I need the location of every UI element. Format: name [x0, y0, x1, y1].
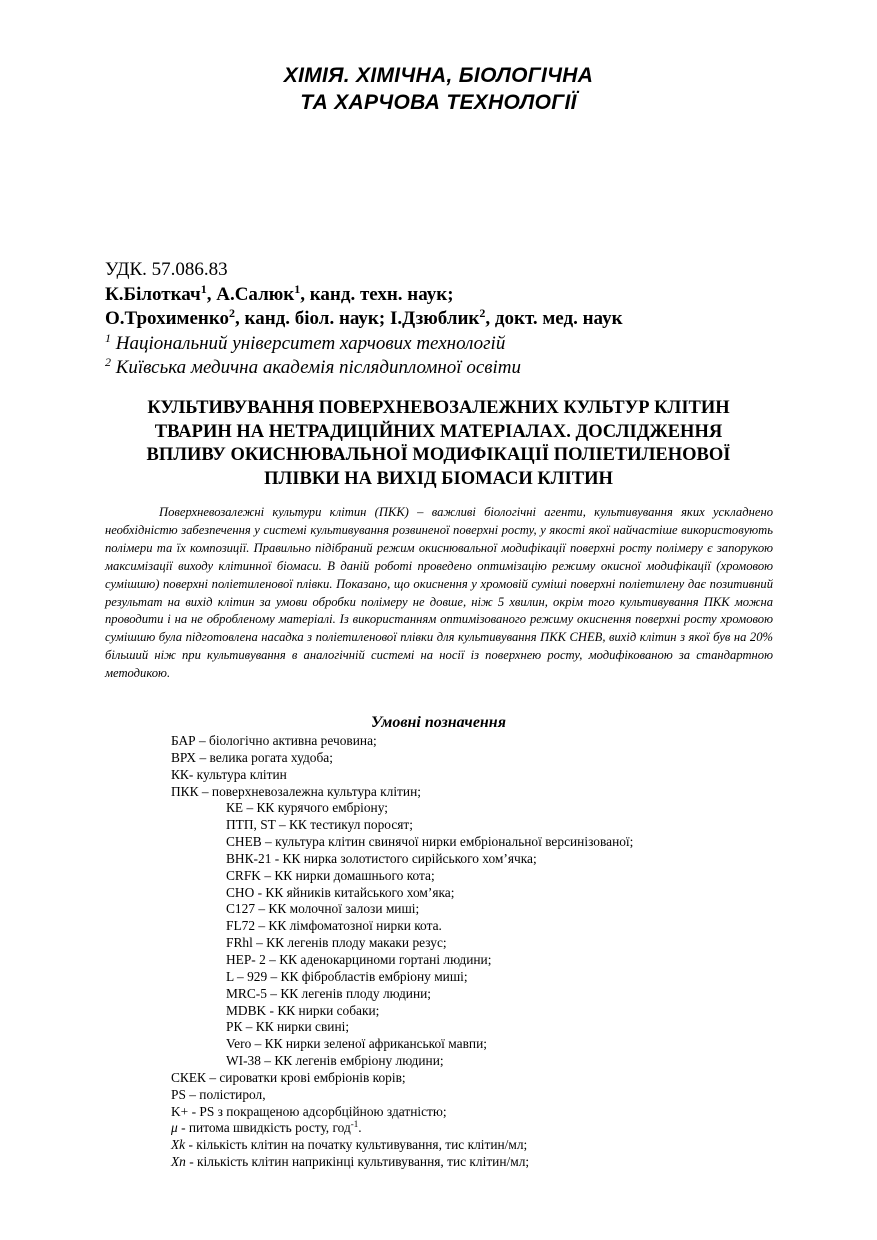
section-header-line-2: ТА ХАРЧОВА ТЕХНОЛОГІЇ: [300, 91, 577, 114]
author-degree: , канд. біол. наук; І.Дзюблик: [235, 308, 480, 329]
symbol: Xk: [171, 1137, 186, 1153]
affiliation-mark: 1: [105, 330, 111, 345]
abstract: [105, 504, 773, 683]
list-item-mu: [0, 1120, 877, 1137]
affiliation-text: Київська медична академія післядипломної освіти: [111, 357, 522, 378]
title-line: ПЛІВКИ НА ВИХІД БІОМАСИ КЛІТИН: [264, 468, 613, 489]
symbol: Xn: [171, 1154, 186, 1170]
symbol-definition: - кількість клітин на початку культивування, тис клітин/мл;: [185, 1137, 528, 1153]
author-name: , А.Салюк: [206, 283, 295, 305]
affiliation-mark: 1: [200, 281, 207, 296]
symbol-definition: - кількість клітин наприкінці культивування, тис клітин/мл;: [185, 1154, 530, 1170]
authors-line-1: [105, 283, 805, 308]
symbol: μ: [171, 1120, 178, 1136]
author-degree: , докт. мед. наук: [485, 308, 623, 329]
list-item: ВРХ – велика рогата худоба;: [171, 749, 333, 765]
abbreviations-list: [0, 733, 877, 1171]
article-title: [0, 397, 877, 491]
list-item: СНО - КК яйників китайського хом’яка;: [226, 884, 455, 900]
list-item-xk: [0, 1137, 877, 1154]
title-line: КУЛЬТИВУВАННЯ ПОВЕРХНЕВОЗАЛЕЖНИХ КУЛЬТУР КЛІТИН: [147, 398, 730, 418]
author-name: О.Трохименко: [105, 308, 230, 329]
list-item: MDBK - КК нирки собаки;: [226, 1002, 380, 1018]
authors-line-2: [105, 307, 805, 332]
symbol-definition: - питома швидкість росту, год: [177, 1120, 351, 1136]
list-item: РК – КК нирки свині;: [226, 1019, 350, 1035]
udc-code: УДК. 57.086.83: [105, 259, 228, 280]
list-item: PS – полістирол,: [171, 1086, 266, 1102]
list-item: ПКК – поверхневозалежна культура клітин;: [171, 783, 421, 799]
list-item: CRFK – КК нирки домашнього кота;: [226, 867, 435, 883]
list-item: FL72 – КК лімфоматозної нирки кота.: [226, 918, 442, 934]
affiliation-mark: 2: [479, 306, 486, 320]
affiliation-mark: 2: [105, 355, 111, 369]
legend-title: Умовні позначення: [371, 714, 506, 731]
affiliation-mark: 2: [229, 306, 236, 320]
section-header: [0, 62, 877, 116]
punctuation: .: [358, 1120, 362, 1136]
title-line: ТВАРИН НА НЕТРАДИЦІЙНИХ МАТЕРІАЛАХ. ДОСЛІДЖЕННЯ: [154, 421, 723, 442]
article-metadata: [105, 258, 805, 381]
list-item: КЕ – КК курячого ембріону;: [226, 800, 388, 816]
list-item: Vero – КК нирки зеленої африканської мавпи;: [226, 1036, 487, 1052]
list-item: K+ - PS з покращеною адсорбційною здатністю;: [171, 1103, 447, 1119]
list-item: L – 929 – КК фібробластів ембріону миші;: [226, 968, 468, 984]
affiliation-1: [105, 332, 805, 357]
list-item: MRC-5 – КК легенів плоду людини;: [226, 985, 432, 1001]
list-item: ВНК-21 - КК нирка золотистого сирійського хом’ячка;: [226, 850, 537, 866]
list-item: СНЕВ – культура клітин свинячої нирки ембріональної версинізованої;: [226, 834, 634, 850]
list-item: КК- культура клітин: [171, 766, 287, 782]
affiliation-text: Національний університет харчових технологій: [111, 332, 506, 354]
list-item: ПТП, ST – КК тестикул поросят;: [226, 817, 414, 833]
list-item: НЕР- 2 – КК аденокарциноми гортані людини;: [226, 951, 492, 967]
list-item: СКЕК – сироватки крові ембріонів корів;: [171, 1069, 406, 1085]
list-item: FRhl – КК легенів плоду макаки резус;: [226, 935, 447, 951]
section-header-line-1: ХІМІЯ. ХІМІЧНА, БІОЛОГІЧНА: [283, 64, 594, 87]
list-item: С127 – КК молочної залози миші;: [226, 901, 420, 917]
author-name: К.Білоткач: [105, 283, 201, 305]
author-degree: , канд. техн. наук;: [300, 283, 454, 305]
abstract-text: Поверхневозалежні культури клітин (ПКК) – важливі біологічні агенти, культивування яких ускладнено необхідністю забезпечення у системі культивування розвиненої поверхні росту, у якості якої найчастіше використовують полімери та їх композиції. Правильно підібраний режим окиснювальної модифікації поверхні росту полімеру є запорукою максимізації виходу клітинної біомаси. В даній роботі проведено оптимізацію режиму окисної модифікації (хромовою сумішшю) поверхні поліетиленової плівки. Показано, що окиснення у хромовій суміші поверхні поліетилену дає позитивний результат на вихід клітин за умови обробки полімеру не довше, ніж 5 хвилин, окрім того культивування ПКК можна проводити і на не обробленому матеріалі. Із використанням оптимізованого режиму окиснення поверхні росту хромовою сумішшю була підготовлена насадка з поліетиленової плівки для культивування ПКК СНЕВ, вихід клітин з якої був на 20% більший ніж при культивування в аналогічній системі на носії із поверхнею росту, модифікованою за стандартною методикою.: [105, 505, 773, 681]
list-item-xn: [0, 1154, 877, 1171]
list-item: WI-38 – КК легенів ембріону людини;: [226, 1053, 444, 1069]
unit-exponent: -1: [350, 1119, 359, 1130]
list-item: БАР – біологічно активна речовина;: [171, 733, 377, 748]
affiliation-2: [105, 356, 805, 381]
affiliation-mark: 1: [294, 281, 301, 296]
title-line: ВПЛИВУ ОКИСНЮВАЛЬНОЇ МОДИФІКАЦІЇ ПОЛІЕТИЛЕНОВОЇ: [146, 445, 731, 465]
